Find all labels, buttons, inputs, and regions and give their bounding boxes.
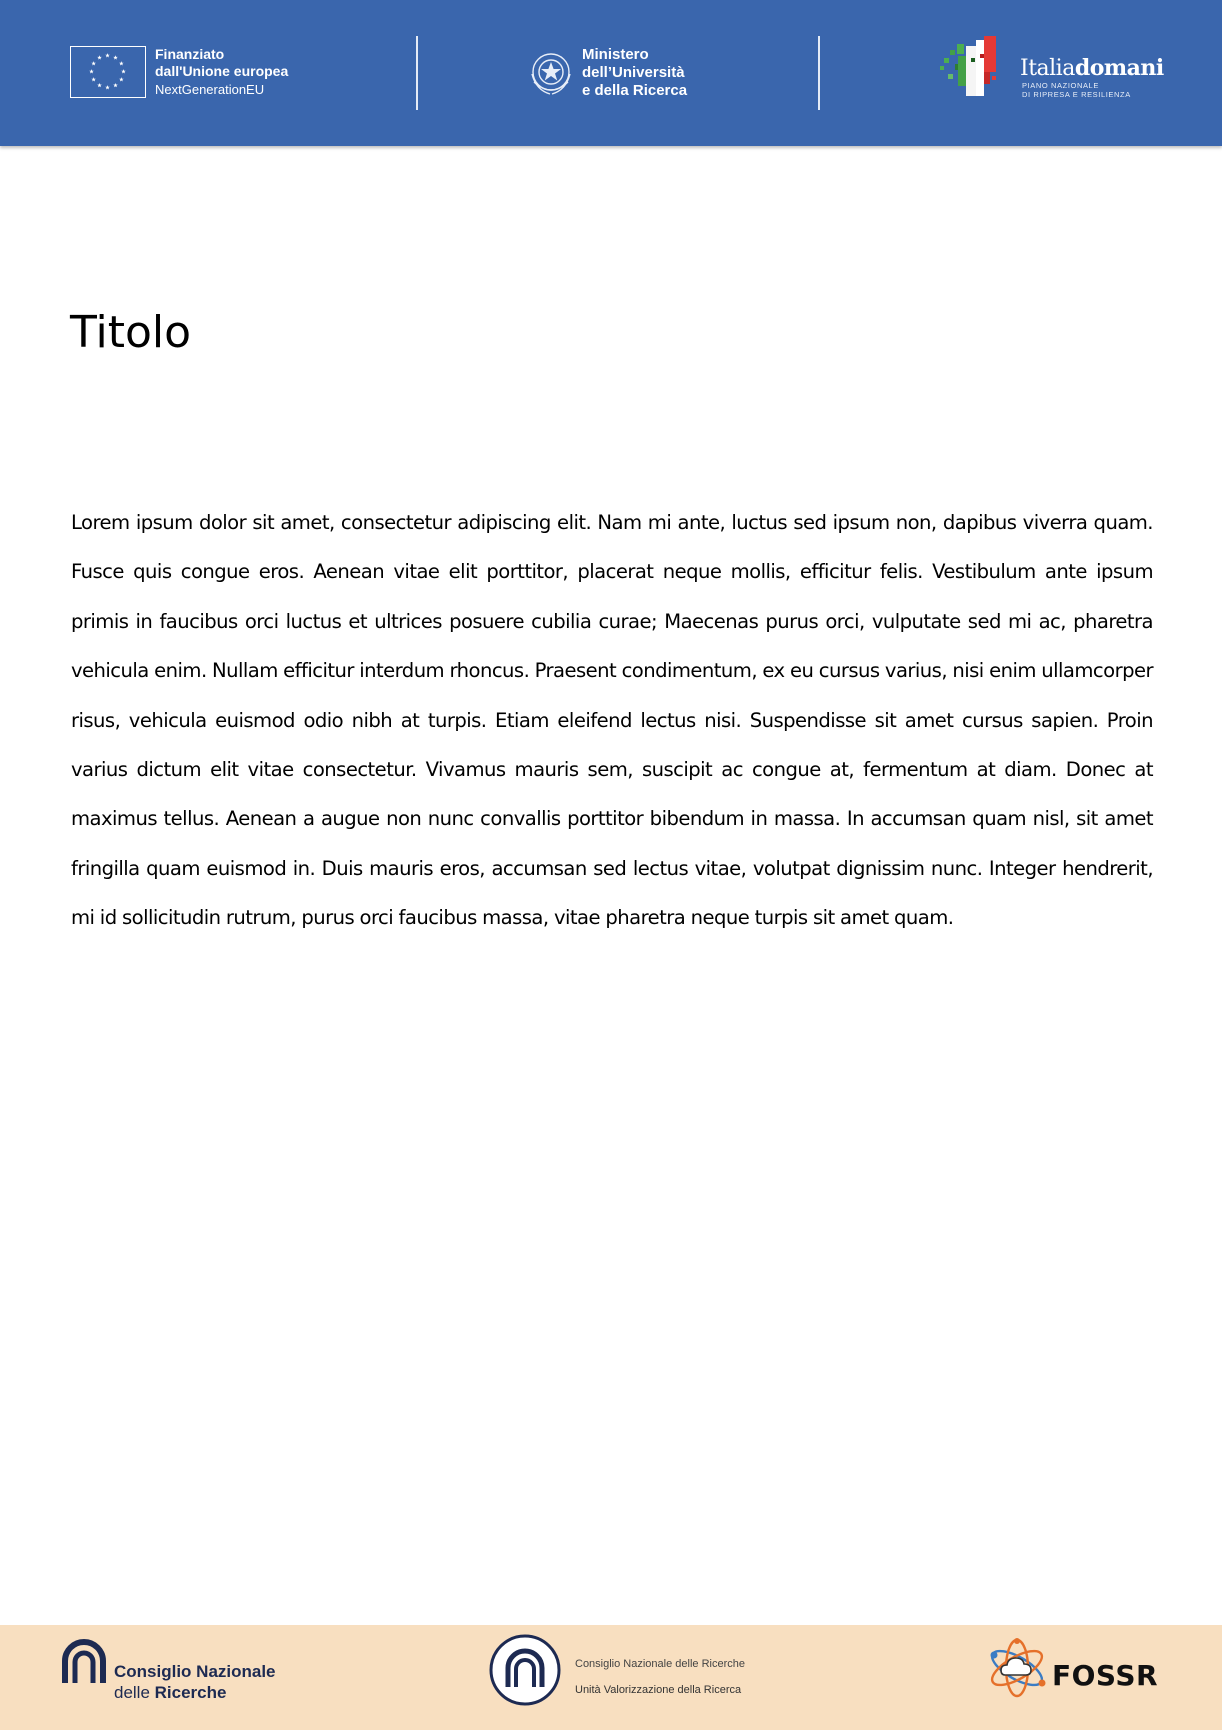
document-body: Lorem ipsum dolor sit amet, consectetur adipiscing elit. Nam mi ante, luctus sed ipsum non, dapibus viverra quam. Fusce quis congue eros. Aenean vitae elit porttitor, placerat neque mollis, efficitur felis. Vestibulum ante ipsum primis in faucibus orci luctus et ultrices posuere cubilia curae; Maecenas purus orci, vulputate sed mi ac, pharetra vehicula enim. Nullam efficitur interdum rhoncus. Praesent condimentum, ex eu cursus varius, nisi enim ullamcorper risus, vehicula euismod odio nibh at turpis. Etiam eleifend lectus nisi. Suspendisse sit amet cursus sapien. Proin varius dictum elit vitae consectetur. Vivamus mauris sem, suscipit ac congue at, fermentum at diam. Donec at maximus tellus. Aenean a augue non nunc convallis porttitor bibendum in massa. In accumsan quam nisl, sit amet fringilla quam euismod in. Duis mauris eros, accumsan sed lectus vitae, volutpat dignissim nunc. Integer hendrerit, mi id sollicitudin rutrum, purus orci faucibus massa, vitae pharetra neque turpis sit amet quam. xyxy=(71,511,1153,930)
cnr-name-line2-regular: delle xyxy=(114,1683,155,1702)
page-header xyxy=(0,0,1222,146)
page-footer xyxy=(0,1625,1222,1730)
unit-line1: Consiglio Nazionale delle Ricerche xyxy=(575,1658,745,1670)
unit-line2: Unità Valorizzazione della Ricerca xyxy=(575,1684,742,1696)
cnr-name-line2 xyxy=(114,1682,276,1703)
cnr-name-line2-bold: Ricerche xyxy=(154,1683,227,1702)
italiadomani-sub-line1: PIANO NAZIONALE xyxy=(1022,81,1099,90)
italiadomani-word-bold: domani xyxy=(1074,55,1164,81)
cnr-name xyxy=(114,1661,276,1703)
eu-star-icon xyxy=(105,85,110,89)
eu-star-icon xyxy=(113,83,118,87)
ministry-name xyxy=(582,46,687,100)
eu-star-icon xyxy=(121,69,126,73)
eu-funding-text xyxy=(155,46,355,99)
eu-star-icon xyxy=(119,61,124,65)
eu-star-icon xyxy=(89,69,94,73)
italian-republic-emblem-icon xyxy=(528,48,574,98)
ministry-line1: Ministero xyxy=(582,46,649,63)
eu-line-union: dall'Unione europea xyxy=(155,63,289,79)
italiadomani-subtitle xyxy=(1022,81,1131,99)
eu-star-icon xyxy=(91,77,96,81)
fossr-cloud-atom-icon xyxy=(984,1635,1050,1701)
eu-star-icon xyxy=(105,53,110,57)
eu-star-icon xyxy=(97,83,102,87)
italiadomani-sub-line2: DI RIPRESA E RESILIENZA xyxy=(1022,90,1131,99)
eu-star-icon xyxy=(119,77,124,81)
italiadomani-wordmark xyxy=(1020,55,1164,81)
document-title: Titolo xyxy=(70,307,192,358)
eu-star-icon xyxy=(91,61,96,65)
eu-star-icon xyxy=(97,55,102,59)
italia-domani-flag-mosaic-icon xyxy=(940,36,1016,102)
fossr-wordmark: FOSSR xyxy=(1052,1659,1159,1692)
eu-star-icon xyxy=(113,55,118,59)
eu-flag-icon xyxy=(70,46,146,98)
header-divider xyxy=(818,36,820,110)
italiadomani-word-regular: Italia xyxy=(1020,56,1075,81)
cnr-name-line1: Consiglio Nazionale xyxy=(114,1662,276,1681)
eu-line-financed: Finanziato xyxy=(155,46,225,62)
header-divider xyxy=(416,36,418,110)
cnr-logo-icon xyxy=(60,1639,108,1689)
eu-line-nextgen: NextGenerationEU xyxy=(155,82,265,97)
ministry-line2: dell’Università xyxy=(582,64,685,81)
cnr-logo-icon xyxy=(488,1633,562,1707)
ministry-line3: e della Ricerca xyxy=(582,82,688,99)
